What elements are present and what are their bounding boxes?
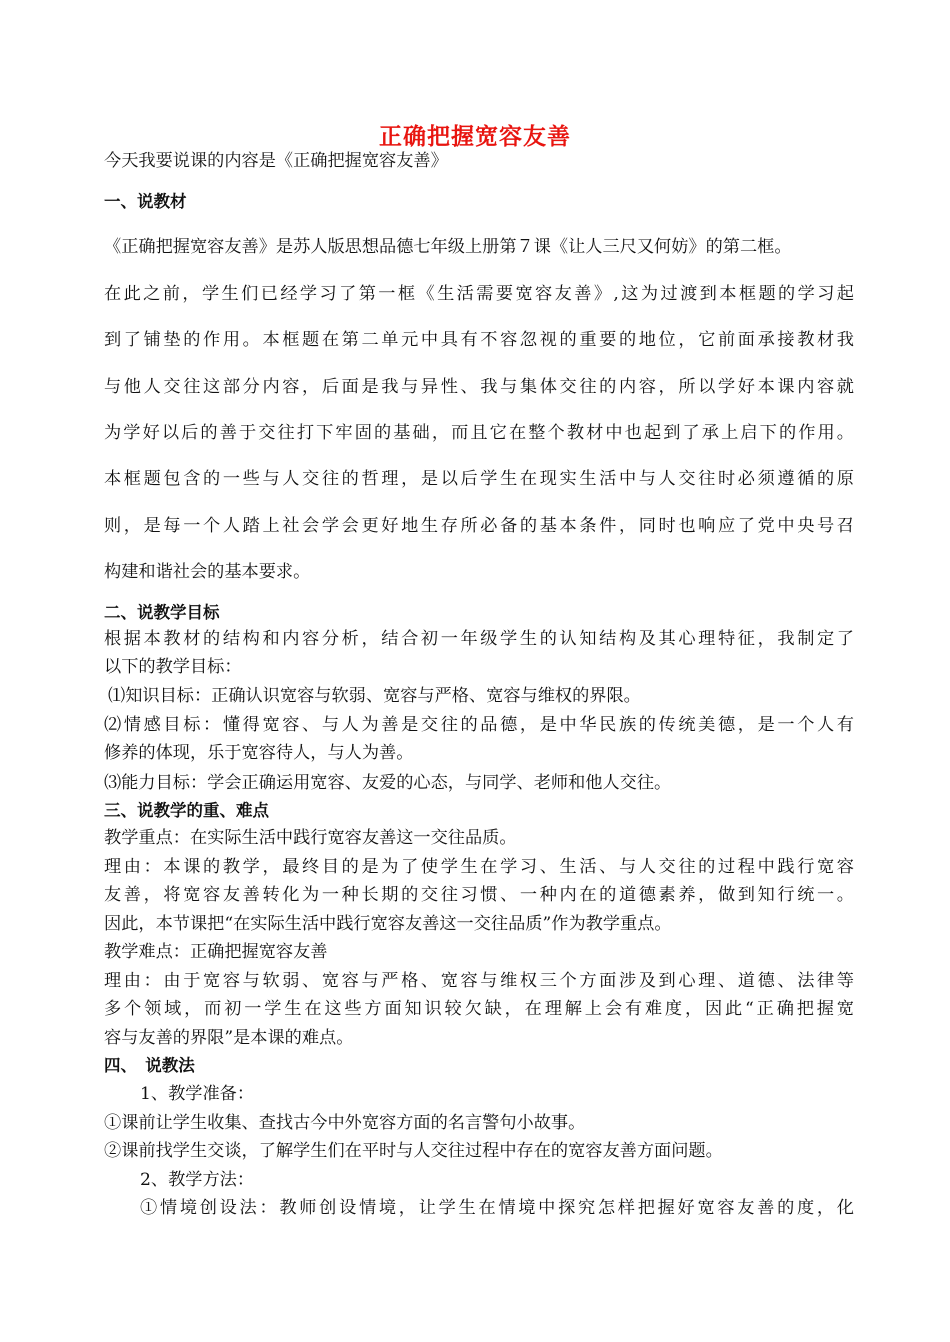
- objective-item: ⑵情感目标：懂得宽容、与人为善是交往的品德，是中华民族的传统美德，是一个人有: [104, 715, 854, 735]
- paragraph-line: 修养的体现，乐于宽容待人，与人为善。: [104, 743, 414, 763]
- paragraph-line: 教学重点：在实际生活中践行宽容友善这一交往品质。: [104, 828, 517, 848]
- objective-item: ⑴知识目标：正确认识宽容与软弱、宽容与严格、宽容与维权的界限。: [108, 686, 641, 706]
- paragraph-line: 《正确把握宽容友善》是苏人版思想品德七年级上册第７课《让人三尺又何妨》的第二框。: [104, 237, 792, 257]
- paragraph-line: 因此，本节课把“在实际生活中践行宽容友善这一交往品质”作为教学重点。: [104, 914, 672, 934]
- paragraph-line: 教学难点：正确把握宽容友善: [104, 942, 328, 962]
- paragraph-line: 则，是每一个人踏上社会学会更好地生存所必备的基本条件，同时也响应了党中央号召: [104, 516, 854, 536]
- paragraph-line: 容与友善的界限”是本课的难点。: [104, 1028, 354, 1048]
- objective-item: ⑶能力目标：学会正确运用宽容、友爱的心态，与同学、老师和他人交往。: [104, 773, 672, 793]
- list-item: ②课前找学生交谈，了解学生们在平时与人交往过程中存在的宽容友善方面问题。: [104, 1141, 723, 1161]
- paragraph-line: 多个领域，而初一学生在这些方面知识较欠缺，在理解上会有难度，因此“正确把握宽: [104, 999, 854, 1019]
- paragraph-line: 与他人交往这部分内容，后面是我与异性、我与集体交往的内容，所以学好本课内容就: [104, 377, 854, 397]
- section-heading-methods: 四、 说教法: [104, 1056, 195, 1075]
- paragraph-line: 根据本教材的结构和内容分析，结合初一年级学生的认知结构及其心理特征，我制定了: [104, 629, 854, 649]
- paragraph-line: 在此之前，学生们已经学习了第一框《生活需要宽容友善》,这为过渡到本框题的学习起: [104, 284, 854, 304]
- subheading: 1、教学准备：: [140, 1084, 255, 1104]
- paragraph-line: 理由：本课的教学，最终目的是为了使学生在学习、生活、与人交往的过程中践行宽容: [104, 857, 854, 877]
- paragraph-line: 到了铺垫的作用。本框题在第二单元中具有不容忽视的重要的地位，它前面承接教材我: [104, 330, 854, 350]
- section-heading-key-points: 三、说教学的重、难点: [104, 801, 269, 820]
- paragraph-line: 构建和谐社会的基本要求。: [104, 562, 311, 582]
- section-heading-textbook: 一、说教材: [104, 192, 187, 211]
- paragraph-line: 本框题包含的一些与人交往的哲理，是以后学生在现实生活中与人交往时必须遵循的原: [104, 469, 854, 489]
- paragraph-line: 友善，将宽容友善转化为一种长期的交往习惯、一种内在的道德素养，做到知行统一。: [104, 885, 854, 905]
- paragraph-line: 以下的教学目标：: [104, 657, 242, 677]
- list-item: ①情境创设法：教师创设情境，让学生在情境中探究怎样把握好宽容友善的度，化: [140, 1198, 854, 1218]
- paragraph-line: 理由：由于宽容与软弱、宽容与严格、宽容与维权三个方面涉及到心理、道德、法律等: [104, 971, 854, 991]
- section-heading-objectives: 二、说教学目标: [104, 603, 220, 622]
- subheading: 2、教学方法：: [140, 1170, 255, 1190]
- list-item: ①课前让学生收集、查找古今中外宽容方面的名言警句小故事。: [104, 1113, 586, 1133]
- intro-text: 今天我要说课的内容是《正确把握宽容友善》: [104, 151, 448, 171]
- paragraph-line: 为学好以后的善于交往打下牢固的基础，而且它在整个教材中也起到了承上启下的作用。: [104, 423, 854, 443]
- document-title: 正确把握宽容友善: [379, 124, 571, 150]
